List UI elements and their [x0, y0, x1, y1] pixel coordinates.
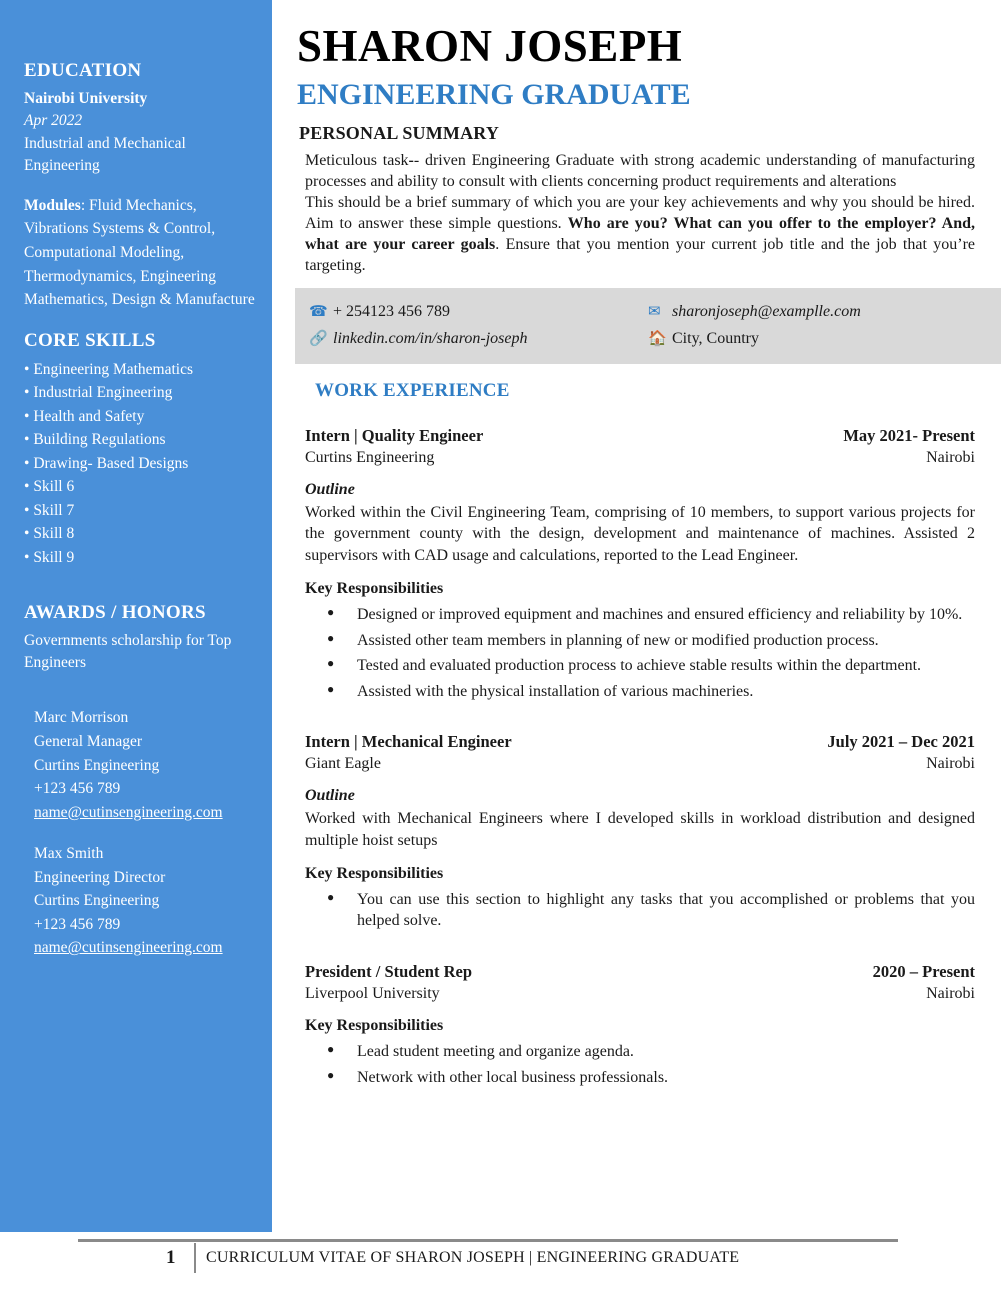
spacer: [24, 584, 258, 602]
skill-label: Skill 8: [33, 525, 75, 543]
contact-location-value: City, Country: [672, 329, 759, 347]
reference-email-link[interactable]: name@cutinsengineering.com: [34, 939, 223, 957]
summary-text-c: This should be a brief summary of which you are your key achievements and why you should be hired. Aim to answer these simple questions.: [305, 193, 975, 232]
contact-linkedin[interactable]: [309, 325, 648, 352]
list-item: ● Assisted with the physical installation of various machineries.: [327, 681, 975, 703]
spacer: [305, 408, 975, 422]
skill-label: Building Regulations: [33, 431, 166, 449]
modules-text: : Fluid Mechanics, Vibrations Systems & Control, Computational Modeling, Thermodynamics, Engineering Mathematics, Design & Manufacture: [24, 196, 255, 309]
job-title: President / Student Rep: [305, 962, 472, 982]
reference-company: Curtins Engineering: [34, 892, 160, 910]
job-date: 2020 – Present: [872, 962, 975, 982]
spacer: [24, 824, 258, 842]
job-title: Intern | Mechanical Engineer: [305, 732, 512, 752]
responsibilities-list: [305, 1041, 975, 1088]
footer-divider: [78, 1239, 898, 1242]
contact-email-value[interactable]: sharonjoseph@examplle.com: [672, 302, 861, 320]
list-item: • Industrial Engineering: [24, 384, 173, 402]
reference-phone: +123 456 789: [34, 780, 121, 798]
list-item: • Building Regulations: [24, 431, 166, 449]
outline-label: Outline: [305, 481, 355, 499]
list-item: • Skill 8: [24, 525, 75, 543]
responsibilities-label: Key Responsibilities: [305, 579, 444, 597]
personal-summary-heading: PERSONAL SUMMARY: [299, 122, 500, 143]
education-heading: EDUCATION: [24, 60, 142, 81]
reference-name: Marc Morrison: [34, 709, 129, 727]
summary-paragraph-2: [305, 192, 975, 276]
sidebar: [0, 0, 272, 1232]
awards-heading: AWARDS / HONORS: [24, 601, 206, 623]
summary-dash: -: [408, 151, 414, 169]
list-item: • Skill 6: [24, 478, 75, 496]
contact-bar: [295, 288, 1001, 364]
modules-label: Modules: [24, 196, 81, 214]
skill-label: Skill 9: [33, 548, 75, 566]
outline-label: Outline: [305, 787, 355, 805]
summary-text-d: . Ensure that you mention your current job title and the job that you’re targeting.: [305, 235, 975, 275]
work-experience-heading: WORK EXPERIENCE: [315, 380, 510, 402]
summary-text-b: - driven Engineering Graduate with strong academic understanding of manufacturing processes and ability to consult with clients concerning product requirements and alterations: [305, 151, 975, 190]
linkedin-icon: 🔗: [309, 331, 328, 348]
job-role-title: ENGINEERING GRADUATE: [297, 77, 691, 111]
list-item: • Health and Safety: [24, 407, 145, 425]
responsibilities-label: Key Responsibilities: [305, 1017, 444, 1035]
list-item: ● Network with other local business professionals.: [327, 1067, 975, 1089]
contact-linkedin-value[interactable]: linkedin.com/in/sharon-joseph: [333, 329, 528, 347]
footer-vertical-divider: [194, 1243, 196, 1273]
education-modules: [24, 192, 258, 312]
list-item: ● Designed or improved equipment and machines and ensured efficiency and reliability by 10%.: [327, 604, 975, 626]
responsibilities-label: Key Responsibilities: [305, 864, 444, 882]
job-location: Nairobi: [926, 985, 975, 1003]
personal-summary-body: [297, 150, 975, 277]
job-company: Curtins Engineering: [305, 449, 435, 467]
job-entry: [305, 426, 975, 702]
reference-title: General Manager: [34, 733, 143, 751]
work-experience-section: [297, 380, 975, 1088]
reference-1: [24, 706, 258, 824]
spacer: [305, 936, 975, 958]
skill-label: Health and Safety: [33, 407, 145, 425]
job-entry: [305, 732, 975, 932]
summary-text-a: Meticulous task: [305, 151, 409, 169]
awards-section: [24, 602, 258, 675]
skill-label: Engineering Mathematics: [33, 360, 193, 378]
core-skills-list: [24, 358, 258, 570]
education-program: Industrial and Mechanical Engineering: [24, 134, 186, 175]
envelope-icon: ✉: [648, 304, 661, 321]
reference-phone: +123 456 789: [34, 915, 121, 933]
skill-label: Skill 6: [33, 478, 75, 496]
list-item: ● Tested and evaluated production process to achieve stable results within the department.: [327, 655, 975, 677]
summary-paragraph-1: [305, 150, 975, 192]
contact-location: [648, 325, 987, 352]
outline-text: Worked with Mechanical Engineers where I developed skills in workload distribution and designed multiple hoist setups: [305, 810, 975, 849]
page-title: SHARON JOSEPH: [297, 21, 683, 71]
job-date: July 2021 – Dec 2021: [827, 732, 975, 752]
job-location: Nairobi: [926, 449, 975, 467]
spacer: [24, 688, 258, 706]
core-skills-heading: CORE SKILLS: [24, 329, 156, 351]
core-skills-section: [24, 330, 258, 570]
skill-label: Drawing- Based Designs: [33, 454, 189, 472]
job-date: May 2021- Present: [843, 426, 975, 446]
skill-label: Industrial Engineering: [33, 384, 173, 402]
job-location: Nairobi: [926, 755, 975, 773]
spacer: [24, 312, 258, 330]
job-entry: [305, 962, 975, 1088]
footer-text: CURRICULUM VITAE OF SHARON JOSEPH | ENGINEERING GRADUATE: [206, 1249, 740, 1266]
page-number: 1: [166, 1247, 176, 1268]
outline-text: Worked within the Civil Engineering Team, comprising of 10 members, to support various projects for the government county with the design, development and maintenance of machines. Assisted 2 supervisors with CAD usage and calculations, reported to the Lead Engineer.: [305, 504, 975, 564]
education-date: Apr 2022: [24, 112, 83, 130]
list-item: • Skill 9: [24, 548, 75, 566]
job-title: Intern | Quality Engineer: [305, 426, 484, 446]
awards-text: Governments scholarship for Top Engineers: [24, 631, 232, 671]
skill-label: Skill 7: [33, 501, 75, 519]
list-item: ● Lead student meeting and organize agenda.: [327, 1041, 975, 1063]
job-company: Giant Eagle: [305, 755, 381, 773]
reference-company: Curtins Engineering: [34, 756, 160, 774]
list-item: • Drawing- Based Designs: [24, 454, 189, 472]
job-company: Liverpool University: [305, 985, 440, 1003]
phone-icon: ☎: [309, 304, 328, 321]
responsibilities-list: [305, 889, 975, 932]
contact-email[interactable]: [648, 298, 987, 325]
list-item: ● You can use this section to highlight any tasks that you accomplished or problems that you helped solve.: [327, 889, 975, 932]
spacer: [305, 706, 975, 728]
reference-email-link[interactable]: name@cutinsengineering.com: [34, 803, 223, 821]
education-section: [24, 60, 258, 178]
education-school: Nairobi University: [24, 90, 148, 107]
reference-name: Max Smith: [34, 845, 104, 863]
summary-text-bold: Who are you? What can you offer to the employer? And, what are your career goals: [305, 214, 976, 253]
list-item: • Engineering Mathematics: [24, 360, 193, 378]
home-icon: 🏠: [648, 331, 667, 348]
contact-phone: [309, 298, 648, 325]
reference-2: [24, 842, 258, 960]
page-footer: [78, 1239, 898, 1279]
main-content: [272, 0, 1005, 1232]
responsibilities-list: [305, 604, 975, 702]
list-item: • Skill 7: [24, 501, 75, 519]
list-item: ● Assisted other team members in planning of new or modified production process.: [327, 630, 975, 652]
reference-title: Engineering Director: [34, 868, 166, 886]
contact-phone-value: + 254123 456 789: [333, 302, 451, 320]
